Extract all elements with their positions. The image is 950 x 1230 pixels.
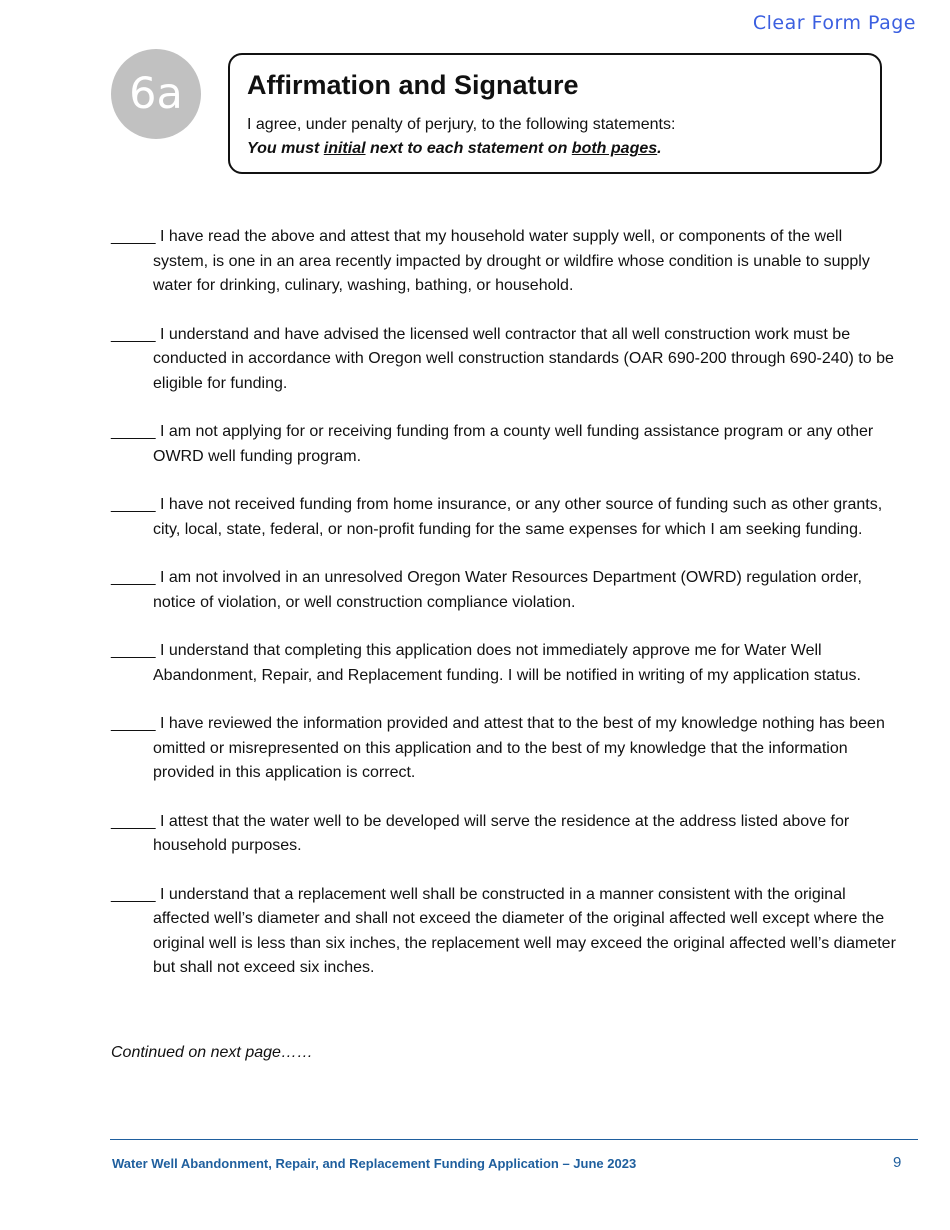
footer-divider: [110, 1139, 918, 1140]
section-title: Affirmation and Signature: [247, 70, 579, 100]
instruction-text-1: You must: [247, 140, 324, 158]
instruction-text-2: next to each statement on: [365, 140, 572, 158]
statement-household-purposes: _____ I attest that the water well to be developed will serve the residence at the address listed above for household purposes.: [111, 812, 850, 854]
statement-no-violation: _____ I am not involved in an unresolved Oregon Water Resources Department (OWRD) regulation order, notice of violation, or well construction compliance violation.: [111, 569, 862, 611]
instruction-both-pages: both pages: [571, 140, 658, 158]
footer-document-title: Water Well Abandonment, Repair, and Replacement Funding Application – June 2023: [112, 1156, 637, 1171]
statement-not-approved: _____ I understand that completing this application does not immediately approve me for Water Well Abandonment, Repair, and Replacement funding. I will be notified in writing of my application status.: [111, 642, 861, 684]
statement-replacement-diameter: _____ I understand that a replacement well shall be constructed in a manner consistent with the original affected well’s diameter and shall not exceed the diameter of the original affected well except where the original well is less than six inches, the replacement well may exceed the original affected well’s diameter but shall not exceed six inches.: [111, 885, 896, 976]
statement-drought-wildfire: _____ I have read the above and attest that my household water supply well, or components of the well system, is one in an area recently impacted by drought or wildfire whose condition is unable to supply water for drinking, culinary, washing, bathing, or household.: [111, 228, 870, 294]
section-number-badge: 6a: [111, 49, 201, 139]
page-number: 9: [893, 1154, 902, 1171]
instruction-initial: initial: [323, 140, 366, 158]
initial-instruction: [247, 137, 880, 161]
clear-form-page-link[interactable]: Clear Form Page: [752, 12, 916, 34]
statement-information-correct: _____ I have reviewed the information provided and attest that to the best of my knowledge nothing has been omitted or misrepresented on this application and to the best of my knowledge that the information provided in this application is correct.: [111, 715, 885, 781]
section-header-box: [228, 53, 882, 174]
affirmation-statements: [111, 225, 901, 1005]
statement-construction-standards: _____ I understand and have advised the licensed well contractor that all well construction work must be conducted in accordance with Oregon well construction standards (OAR 690-200 through 690-240) to be eligible for funding.: [111, 325, 894, 392]
statement-no-other-funding: _____ I have not received funding from home insurance, or any other source of funding such as other grants, city, local, state, federal, or non-profit funding for the same expenses for which I am seeking funding.: [111, 496, 883, 538]
continued-note: Continued on next page……: [111, 1044, 313, 1061]
affirmation-intro: I agree, under penalty of perjury, to the following statements:: [247, 116, 676, 134]
statement-no-other-program: _____ I am not applying for or receiving funding from a county well funding assistance program or any other OWRD well funding program.: [111, 423, 874, 465]
instruction-text-3: .: [657, 140, 662, 158]
